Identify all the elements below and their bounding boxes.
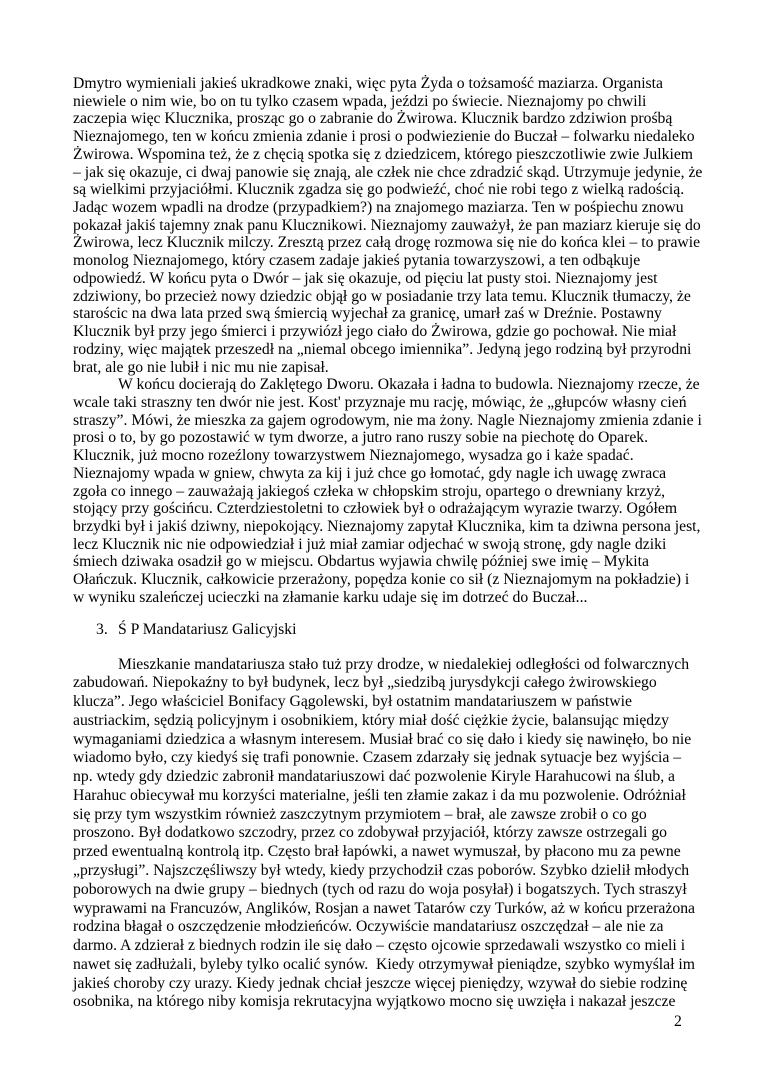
text-line: W końcu docierają do Zaklętego Dworu. Okazała i ładna to budowla. Nieznajomy rzecze, że	[118, 376, 700, 394]
text-line: w wyniku szaleńczej ucieczki na złamanie karku udaje się im dotrzeć do Buczał...	[73, 588, 588, 606]
text-line: Klucznik był przy jego śmierci i przywiózł jego ciało do Żwirowa, gdzie go pochował. Nie miał	[73, 323, 677, 341]
text-line: Jadąc wozem wpadli na drodze (przypadkiem?) na znajomego maziarza. Ten w pośpiechu znowu	[73, 199, 684, 217]
text-line: lecz Klucznik nic nie odpowiedział i już miał zamiar odjechać w swoją stronę, gdy nagle dziki	[73, 535, 667, 553]
text-line: zgoła co innego – zauważają jakiegoś człeka w chłopskim stroju, opartego o drewniany krzyż,	[73, 482, 665, 500]
page-number: 2	[674, 1013, 682, 1030]
text-line: jakieś choroby czy urazy. Kiedy jednak chciał jeszcze więcej pieniędzy, wzywał do siebie rodzinę	[73, 974, 688, 992]
text-line: starościc na dwa lata przed swą śmiercią wyjechał za granicę, umarł zaś w Dreźnie. Postawny	[73, 305, 662, 323]
body-text-upper	[73, 75, 702, 607]
text-line: rodziny, więc majątek przeszedł na „niemal obcego imiennika”. Jedyną jego rodziną był przyrodni	[73, 340, 692, 358]
text-line: Ołańczuk. Klucznik, całkowicie przerażony, popędza konie co sił (z Nieznajomym na pokładzie) i	[73, 571, 690, 589]
text-line: Harahuc obiecywał mu korzyści materialne, jeśli ten złamie zakaz i da mu pozwolenie. Odróżniał	[73, 786, 686, 804]
text-line: stojący przy gościńcu. Czterdziestoletni to człowiek był o odrażającym wyrazie twarzy. Ogółem	[73, 500, 678, 518]
paragraph	[73, 75, 702, 376]
text-line: wiadomo było, czy kiedyś się trafi ponownie. Czasem zdarzały się jednak sytuacje bez wyjścia –	[73, 749, 682, 767]
text-line: wymaganiami dziedzica a własnym interesem. Musiał brać co się dało i kiedy się nawinęło, bo nie	[73, 730, 692, 748]
text-line: są wielkimi przyjaciółmi. Klucznik zgadza się go podwieźć, choć nie robi tego z wielką radością.	[73, 181, 685, 199]
text-line: poborowych na dwie grupy – biednych (tych od razu do woja posyłał) i bogatszych. Tych straszył	[73, 880, 687, 898]
text-line: straszy”. Mówi, że mieszka za gajem ogrodowym, nie ma żony. Nagle Nieznajomy zmienia zdanie i	[73, 411, 702, 429]
text-line: „przysługi”. Najszczęśliwszy był wtedy, kiedy przychodził czas poborów. Szybko dzielił młodych	[73, 862, 690, 880]
text-line: brat, ale go nie lubił i nic mu nie zapisał.	[73, 358, 329, 376]
paragraph	[73, 376, 702, 606]
text-line: przed ewentualną kontrolą itp. Często brał łapówki, a nawet wymuszał, by płacono mu za pewne	[73, 843, 681, 861]
section-title: Ś P Mandatariusz Galicyjski	[118, 621, 297, 638]
text-line: zdziwiony, bo przecież nowy dziedzic objął go w posiadanie trzy lata temu. Klucznik tłumaczy, że	[73, 287, 691, 305]
body-text-lower	[73, 656, 695, 1013]
text-line: odpowiedź. W końcu pyta o Dwór – jak się okazuje, od pięciu lat pusty stoi. Nieznajomy jest	[73, 269, 658, 287]
text-line: się przy tym wszystkim również zaszczytnym przymiotem – brał, ale zawsze zrobił o co go	[73, 805, 647, 823]
text-line: śmiech dziwaka osadził go w miejscu. Obdartus wyjawia chwilę później swe imię – Mykita	[73, 553, 649, 571]
text-line: Nieznajomy wpada w gniew, chwyta za kij i już chce go łomotać, gdy nagle ich uwagę zwraca	[73, 464, 667, 482]
text-line: np. wtedy gdy dziedzic zabronił mandatariuszowi dać pozwolenie Kiryle Harahucowi na ślub, a	[73, 768, 676, 786]
text-line: Dmytro wymieniali jakieś ukradkowe znaki, więc pyta Żyda o tożsamość maziarza. Organista	[73, 75, 663, 92]
text-line: osobnika, na którego niby komisja rekrutacyjna wyjątkowo mocno się uwzięła i nakazał jeszcze	[73, 993, 676, 1011]
text-line: Klucznik, już mocno rozeźlony towarzystwem Nieznajomego, wysadza go i każe spadać.	[73, 447, 634, 465]
text-line: Nieznajomego, ten w końcu zmienia zdanie i prosi o podwiezienie do Buczał – folwarku niedaleko	[73, 128, 695, 146]
paragraph	[73, 656, 695, 1013]
section-number: 3.	[96, 621, 108, 638]
text-line: proszono. Był dodatkowo szczodry, przez co zdobywał przyjaciół, którzy zawsze ostrzegali go	[73, 824, 668, 842]
text-line: Żwirowa, lecz Klucznik milczy. Zresztą przez całą drogę rozmowa się nie do końca klei – to prawie	[73, 234, 701, 252]
text-line: brzydki był i jakiś dziwny, niepokojący. Nieznajomy zapytał Klucznika, kim ta dziwna persona jest,	[73, 517, 701, 535]
text-line: prosi o to, by go pozostawić w tym dworze, a jutro rano ruszy sobie na piechotę do Oparek.	[73, 429, 649, 447]
text-line: niewiele o nim wie, bo on tu tylko czasem wpada, jeździ po świecie. Nieznajomy po chwili	[73, 92, 647, 110]
text-line: pokazał jakiś tajemny znak panu Klucznikowi. Nieznajomy zauważył, że pan maziarz kieruje się do	[73, 216, 701, 234]
text-line: klucza”. Jego właściciel Bonifacy Gągolewski, był ostatnim mandatariuszem w państwie	[73, 693, 632, 711]
text-line: wcale taki straszny ten dwór nie jest. Kost' przyznaje mu rację, mówiąc, że „głupców własny cień	[73, 393, 687, 411]
text-line: wyprawami na Francuzów, Anglików, Rosjan a nawet Tatarów czy Turków, aż w końcu przerażona	[73, 899, 696, 917]
text-line: monolog Nieznajomego, który czasem zadaje jakieś pytania towarzyszowi, a ten odbąkuje	[73, 252, 641, 270]
text-line: Mieszkanie mandatariusza stało tuż przy drodze, w niedalekiej odległości od folwarcznych	[118, 655, 690, 673]
text-line: rodzina błagał o oszczędzenie młodzieńców. Oczywiście mandatariusz oszczędzał – ale nie za	[73, 918, 664, 936]
text-line: – jak się okazuje, ci dwaj panowie się znają, ale człek nie chce zdradzić skąd. Utrzymuje jedynie, że	[73, 163, 703, 181]
text-line: Żwirowa. Wspomina też, że z chęcią spotka się z dziedzicem, którego pieszczotliwie zwie Julkiem	[73, 145, 693, 163]
text-line: nawet się zadłużali, byleby tylko ocalić synów. Kiedy otrzymywał pieniądze, szybko wymyślał im	[73, 955, 695, 973]
section-heading	[0, 621, 760, 639]
text-line: darmo. A zdzierał z biednych rodzin ile się dało – często ojcowie sprzedawali wszystko co mieli i	[73, 937, 686, 955]
text-line: zaczepia więc Klucznika, prosząc go o zabranie do Żwirowa. Klucznik bardzo zdziwion prośbą	[73, 110, 673, 128]
text-line: zabudowań. Niepokaźny to był budynek, lecz był „siedzibą jurysdykcji całego żwirowskiego	[73, 674, 657, 692]
text-line: austriackim, sędzią policyjnym i osobnikiem, który miał dość ciężkie życie, balansując między	[73, 711, 669, 729]
